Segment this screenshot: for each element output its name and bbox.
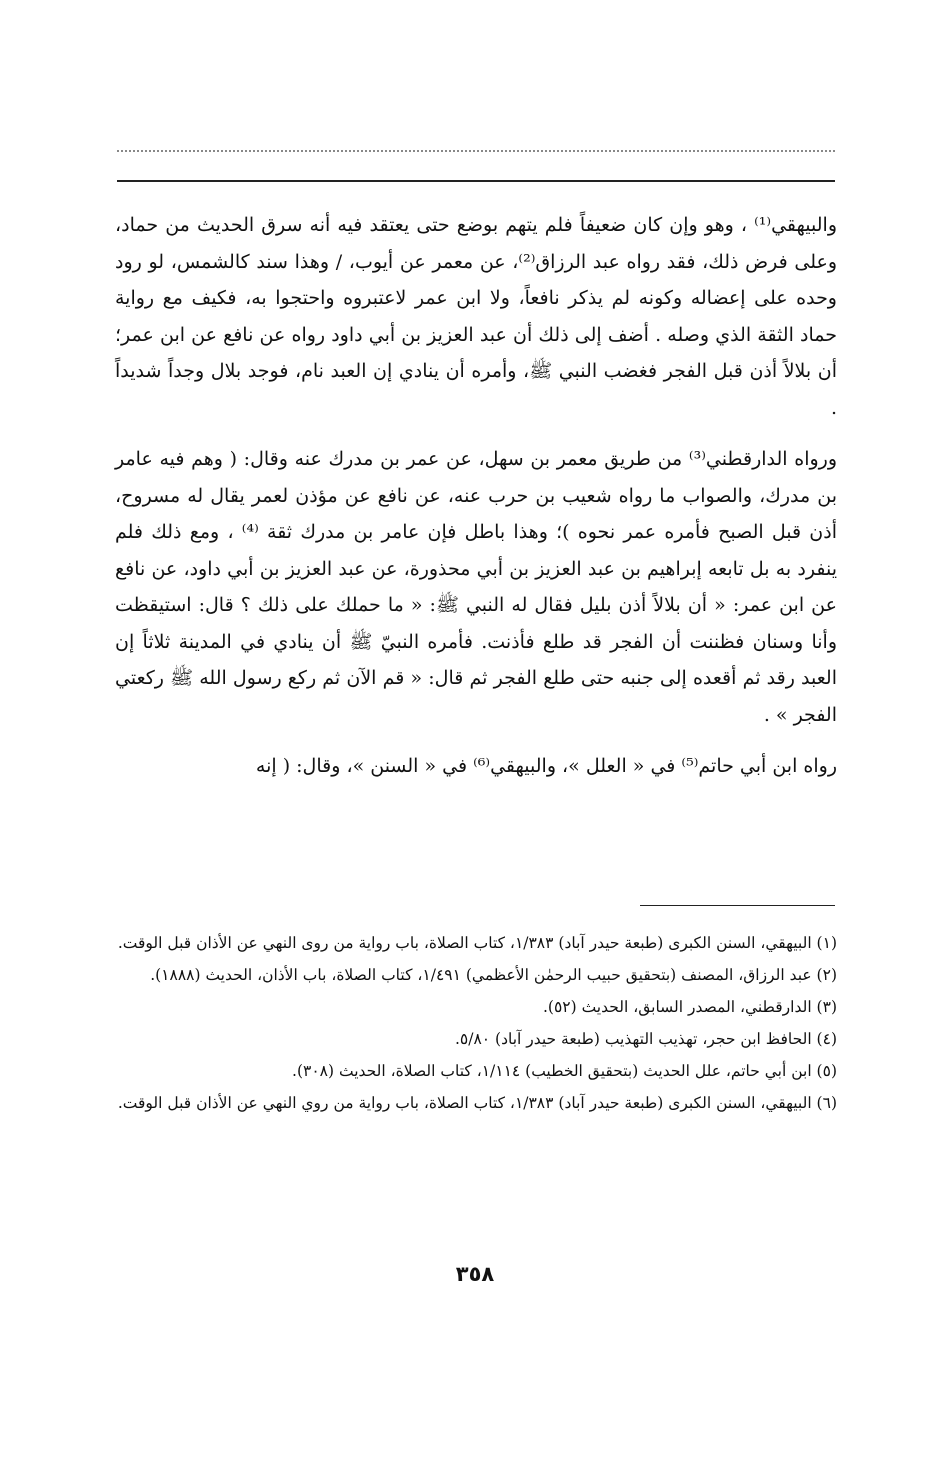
footnote-text: (٣) الدارقطني، المصدر السابق، الحديث (٥٢). xyxy=(542,998,837,1016)
header-solid-rule xyxy=(117,180,835,182)
footnote-1 xyxy=(112,928,837,958)
paragraph-2: ورواه الدارقطني⁽³⁾ من طريق معمر بن سهل، عن عمر بن مدرك عنه وقال: ( وهم فيه عامر بن مدرك، والصواب ما رواه شعيب بن حرب عنه، عن نافع عن مؤذن لعمر يقال له مسروح، أذن قبل الصبح فأمره عمر نحوه )؛ وهذا باطل فإن عامر بن مدرك ثقة ⁽⁴⁾ ، ومع ذلك فلم ينفرد به بل تابعه إبراهيم بن عبد العزيز بن أبي محذورة، عن عبد العزيز بن أبي داود، عن نافع عن ابن عمر: « أن بلالاً أذن بليل فقال له النبي ﷺ: « ما حملك على ذلك ؟ قال: استيقظت وأنا وسنان فظننت أن الفجر قد طلع فأذنت. فأمره النبيّ ﷺ أن ينادي في المدينة ثلاثاً إن العبد رقد ثم أقعده إلى جنبه حتى طلع الفجر ثم قال: « قم الآن ثم ركع رسول الله ﷺ ركعتي الفجر » . xyxy=(115,448,838,726)
paragraph-3: رواه ابن أبي حاتم⁽⁵⁾ في « العلل »، والبيهقي⁽⁶⁾ في « السنن »، وقال: ( إنه xyxy=(255,755,837,777)
main-text xyxy=(115,207,837,785)
footnote-6 xyxy=(112,1088,837,1118)
footnote-4 xyxy=(112,1024,837,1054)
footnote-text: (٦) البيهقي، السنن الكبرى (طبعة حيدر آباد) ١/٣٨٣، كتاب الصلاة، باب رواية من روي النهي عن الأذان قبل الوقت. xyxy=(117,1094,837,1112)
footnote-text: (١) البيهقي، السنن الكبرى (طبعة حيدر آباد) ١/٣٨٣، كتاب الصلاة، باب رواية من روى النهي عن الأذان قبل الوقت. xyxy=(117,934,837,952)
footnote-text: (٢) عبد الرزاق، المصنف (بتحقيق حبيب الرحمٰن الأعظمي) ١/٤٩١، كتاب الصلاة، باب الأذان، الحديث (١٨٨٨). xyxy=(150,966,837,984)
footnote-3 xyxy=(112,992,837,1022)
footnote-text: (٤) الحافظ ابن حجر، تهذيب التهذيب (طبعة حيدر آباد) ٥/٨٠. xyxy=(454,1030,837,1048)
footnote-separator xyxy=(640,905,835,906)
footnote-text: (٥) ابن أبي حاتم، علل الحديث (بتحقيق الخطيب) ١/١١٤، كتاب الصلاة، الحديث (٣٠٨). xyxy=(292,1062,837,1080)
page-number: ٣٥٨ xyxy=(455,1262,495,1286)
paragraph-1: والبيهقي⁽¹⁾ ، وهو وإن كان ضعيفاً فلم يتهم بوضع حتى يعتقد فيه أنه سرق الحديث من حماد، وعلى فرض ذلك، فقد رواه عبد الرزاق⁽²⁾، عن معمر عن أيوب، / وهذا سند كالشمس، لو رود وحده على إعضاله وكونه لم يذكر نافعاً، ولا ابن عمر لاعتبروه واحتجوا به، فكيف مع رواية حماد الثقة الذي وصله . أضف إلى ذلك أن عبد العزيز بن أبي داود رواه عن نافع عن ابن عمر؛ أن بلالاً أذن قبل الفجر فغضب النبي ﷺ، وأمره أن ينادي إن العبد نام، فوجد بلال وجداً شديداً . xyxy=(115,214,838,419)
footnote-2 xyxy=(112,960,837,990)
footnote-5 xyxy=(112,1056,837,1086)
header-dotted-rule xyxy=(117,150,835,152)
footnotes-list xyxy=(112,928,837,1120)
